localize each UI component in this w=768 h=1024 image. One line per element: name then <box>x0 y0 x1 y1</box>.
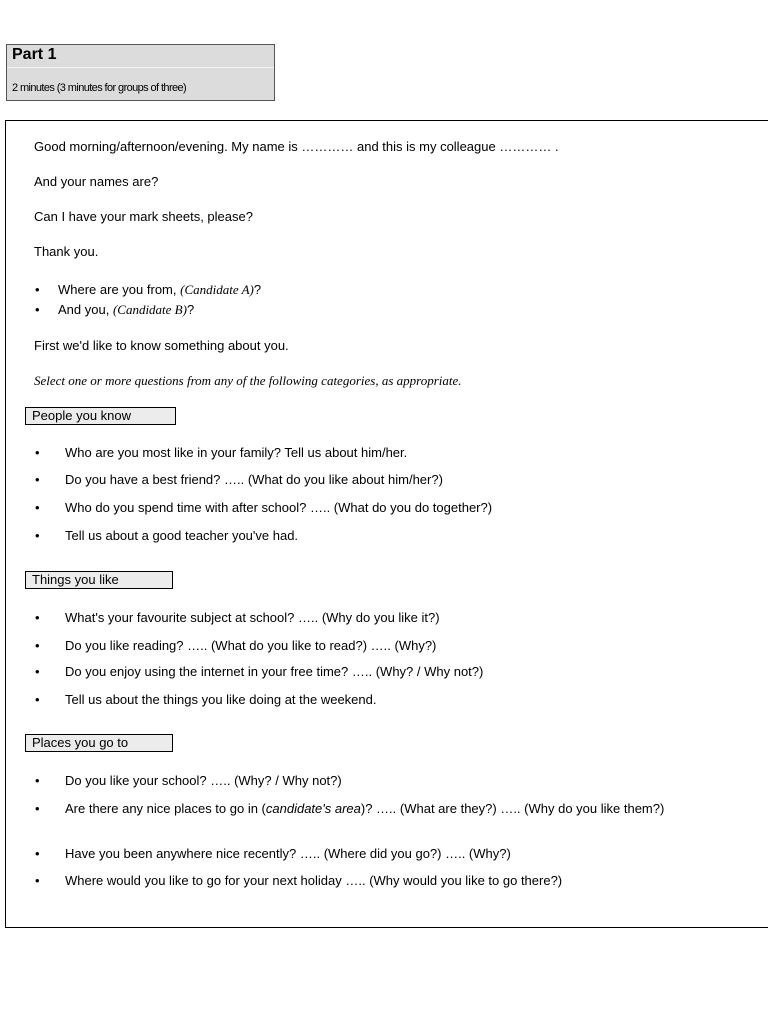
question-mark: ? <box>253 282 262 297</box>
part-header-box <box>6 44 275 101</box>
part-divider <box>7 67 274 68</box>
bullet-icon: • <box>35 638 40 653</box>
question-item: Where would you like to go for your next holiday ….. (Why would you like to go there?) <box>65 873 563 888</box>
question-item: Tell us about a good teacher you've had. <box>65 528 299 543</box>
question-item: Do you have a best friend? ….. (What do you like about him/her?) <box>65 472 443 487</box>
greeting-line: Good morning/afternoon/evening. My name is ………… and this is my colleague ………… . <box>34 139 559 154</box>
mark-sheets-question: Can I have your mark sheets, please? <box>34 209 253 224</box>
part-title: Part 1 <box>12 46 57 63</box>
candidate-area-label: candidate's area <box>265 801 361 816</box>
bullet-icon: • <box>35 773 40 788</box>
where-from-text: Where are you from, <box>58 282 181 297</box>
question-item: Who are you most like in your family? Tell us about him/her. <box>65 445 408 460</box>
area-question-before: Are there any nice places to go in ( <box>65 801 266 816</box>
bullet-icon: • <box>35 801 40 816</box>
question-item: Who do you spend time with after school? ….. (What do you do together?) <box>65 500 493 515</box>
section-heading-things: Things you like <box>25 571 173 589</box>
where-from-candidate-b <box>58 302 194 318</box>
candidate-a-label: (Candidate A) <box>180 282 254 297</box>
question-item: Have you been anywhere nice recently? ….. (Where did you go?) ….. (Why?) <box>65 846 511 861</box>
bullet-icon: • <box>35 445 40 460</box>
question-item: Do you enjoy using the internet in your free time? ….. (Why? / Why not?) <box>65 664 484 679</box>
question-item-area <box>65 801 745 817</box>
section-heading-places: Places you go to <box>25 734 173 752</box>
question-item: Tell us about the things you like doing at the weekend. <box>65 692 377 707</box>
question-item: Do you like your school? ….. (Why? / Why not?) <box>65 773 342 788</box>
about-you-line: First we'd like to know something about you. <box>34 338 289 353</box>
where-from-candidate-a <box>58 282 261 298</box>
question-mark: ? <box>186 302 195 317</box>
bullet-icon: • <box>35 302 40 317</box>
bullet-icon: • <box>35 500 40 515</box>
bullet-icon: • <box>35 664 40 679</box>
bullet-icon: • <box>35 610 40 625</box>
section-heading-people: People you know <box>25 407 176 425</box>
area-question-after: )? ….. (What are they?) ….. (Why do you like them?) <box>360 801 665 816</box>
bullet-icon: • <box>35 846 40 861</box>
question-item: What's your favourite subject at school? ….. (Why do you like it?) <box>65 610 440 625</box>
and-you-text: And you, <box>58 302 113 317</box>
candidate-b-label: (Candidate B) <box>112 302 187 317</box>
bullet-icon: • <box>35 282 40 297</box>
bullet-icon: • <box>35 692 40 707</box>
thanks-line: Thank you. <box>34 244 99 259</box>
part-timing: 2 minutes (3 minutes for groups of three) <box>12 82 187 94</box>
bullet-icon: • <box>35 873 40 888</box>
selection-instruction: Select one or more questions from any of the following categories, as appropriate. <box>34 373 462 388</box>
question-item: Do you like reading? ….. (What do you like to read?) ….. (Why?) <box>65 638 437 653</box>
bullet-icon: • <box>35 472 40 487</box>
names-question: And your names are? <box>34 174 159 189</box>
bullet-icon: • <box>35 528 40 543</box>
